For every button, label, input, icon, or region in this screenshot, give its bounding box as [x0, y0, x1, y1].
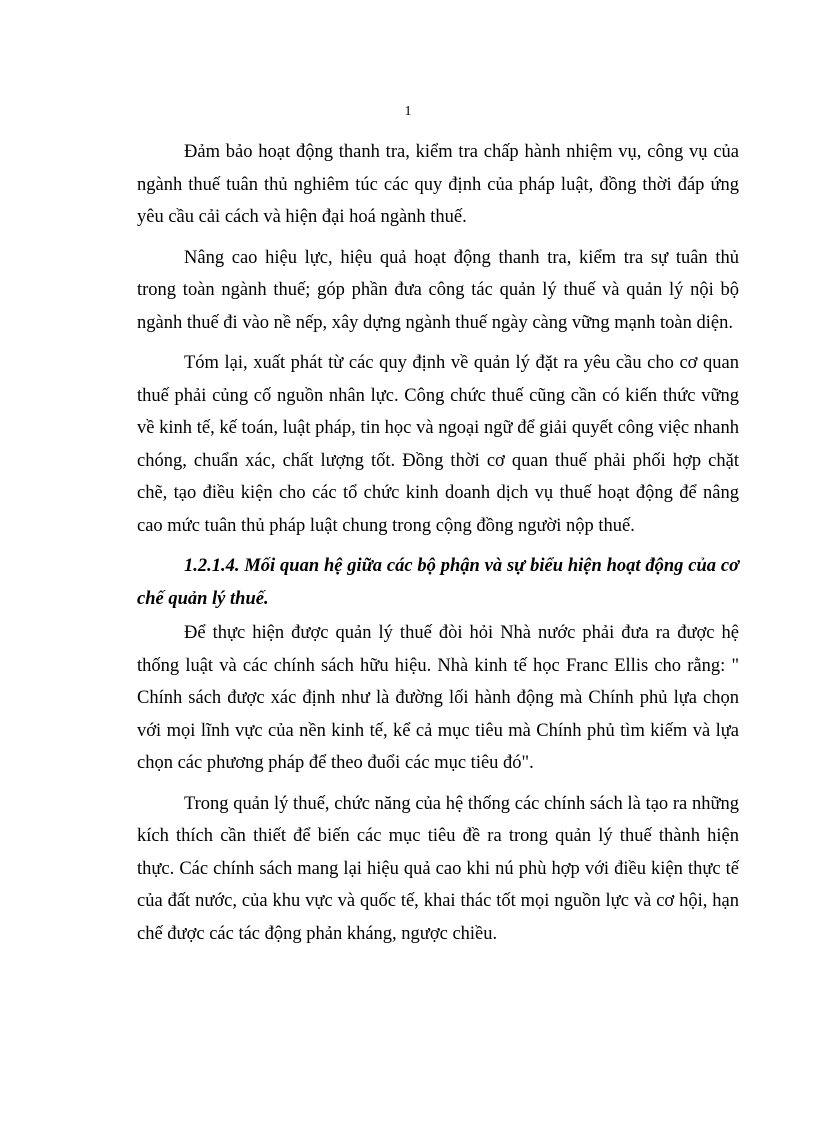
paragraph-policy-definition: Để thực hiện được quản lý thuế đòi hỏi Nhà nước phải đưa ra được hệ thống luật và các chính sách hữu hiệu. Nhà kinh tế học Franc Ellis cho rằng: " Chính sách được xác định như là đường lối hành động mà Chính phủ lựa chọn với mọi lĩnh vực của nền kinh tế, kể cả mục tiêu mà Chính phủ tìm kiếm và lựa chọn các phương pháp để theo đuổi các mục tiêu đó". — [137, 623, 739, 773]
paragraph-effectiveness: Nâng cao hiệu lực, hiệu quả hoạt động thanh tra, kiểm tra sự tuân thủ trong toàn ngành thuế; góp phần đưa công tác quản lý thuế và quản lý nội bộ ngành thuế đi vào nề nếp, xây dựng ngành thuế ngày càng vững mạnh toàn diện. — [137, 247, 739, 333]
page-number: 1 — [404, 104, 412, 119]
paragraph-inspection-compliance: Đảm bảo hoạt động thanh tra, kiểm tra chấp hành nhiệm vụ, công vụ của ngành thuế tuân thủ nghiêm túc các quy định của pháp luật, đồng thời đáp ứng yêu cầu cải cách và hiện đại hoá ngành thuế. — [137, 142, 739, 227]
section-heading: 1.2.1.4. Mối quan hệ giữa các bộ phận và sự biểu hiện hoạt động của cơ chế quản lý thuế. — [137, 556, 739, 609]
paragraph-policy-function: Trong quản lý thuế, chức năng của hệ thống các chính sách là tạo ra những kích thích cần thiết để biến các mục tiêu đề ra trong quản lý thuế thành hiện thực. Các chính sách mang lại hiệu quả cao khi nú phù hợp với điều kiện thực tế của đất nước, của khu vực và quốc tế, khai thác tốt mọi nguồn lực và cơ hội, hạn chế được các tác động phản kháng, ngược chiều. — [137, 793, 739, 944]
paragraph-summary: Tóm lại, xuất phát từ các quy định về quản lý đặt ra yêu cầu cho cơ quan thuế phải củng cố nguồn nhân lực. Công chức thuế cũng cần có kiến thức vững về kinh tế, kế toán, luật pháp, tin học và ngoại ngữ để giải quyết công việc nhanh chóng, chuẩn xác, chất lượng tốt. Đồng thời cơ quan thuế phải phối hợp chặt chẽ, tạo điều kiện cho các tổ chức kinh doanh dịch vụ thuế hoạt động để nâng cao mức tuân thủ pháp luật chung trong cộng đồng người nộp thuế. — [137, 353, 739, 536]
document-body — [137, 136, 739, 958]
